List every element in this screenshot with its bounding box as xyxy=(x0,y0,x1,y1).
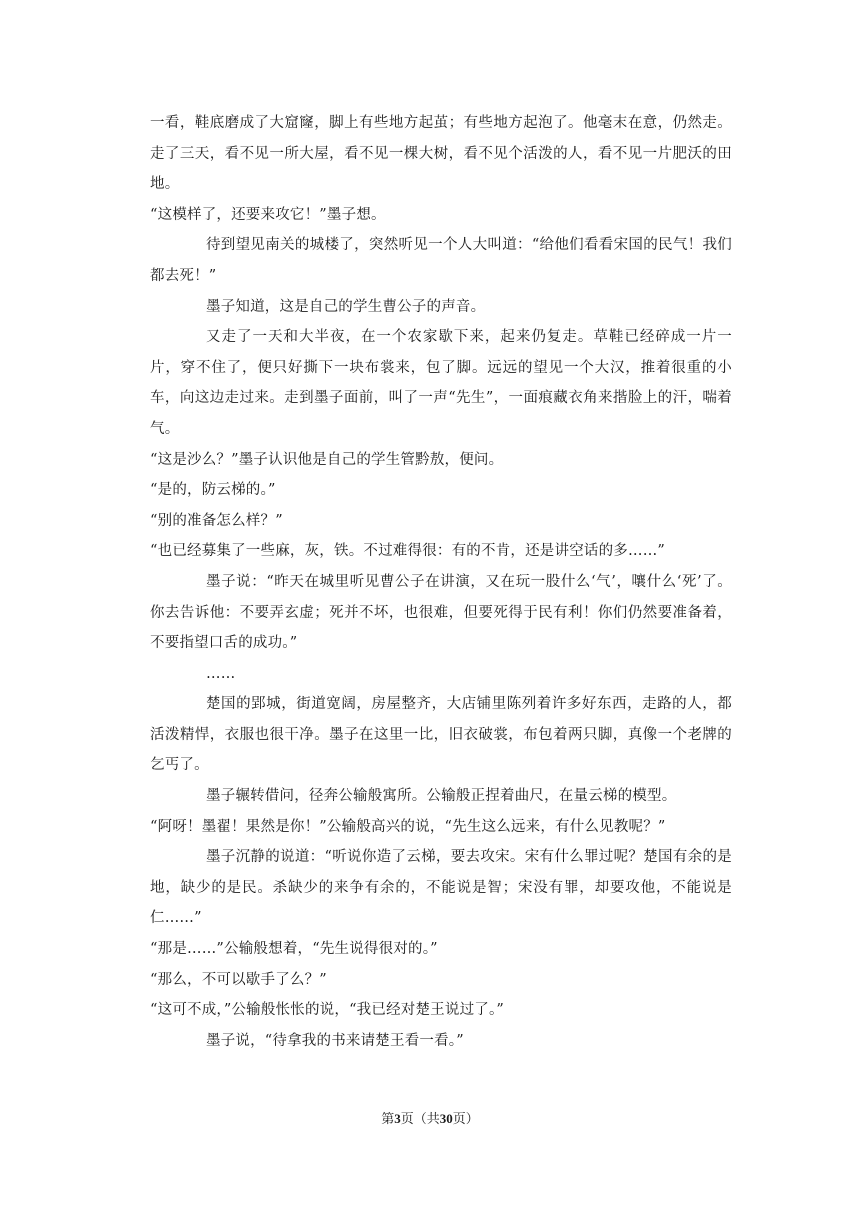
paragraph: “这可不成，”公输般怅怅的说，“我已经对楚王说过了。” xyxy=(150,1002,505,1019)
paragraph: 墨子辗转借问，径奔公输般寓所。公输般正捏着曲尺，在量云梯的模型。 xyxy=(206,788,677,805)
paragraph: “那么，不可以歇手了么？” xyxy=(150,971,327,988)
paragraph: “这模样了，还要来攻它！”墨子想。 xyxy=(150,206,386,223)
paragraph: “这是沙么？”墨子认识他是自己的学生管黔敖，便问。 xyxy=(150,451,504,468)
paragraph: 待到望见南关的城楼了，突然听见一个人大叫道：“给他们看看宋国的民气！我们都去死！” xyxy=(150,237,732,284)
body-text xyxy=(150,108,732,1056)
footer-total-pages: 30 xyxy=(439,1111,453,1126)
footer-prefix: 第 xyxy=(381,1112,395,1127)
paragraph: “阿呀！墨翟！果然是你！”公输般高兴的说，“先生这么远来，有什么见教呢？” xyxy=(150,818,666,835)
paragraph: 楚国的郢城，街道宽阔，房屋整齐，大店铺里陈列着许多好东西，走路的人，都活泼精悍，衣服也很干净。墨子在这里一比，旧衣破裳，布包着两只脚，真像一个老牌的乞丐了。 xyxy=(150,696,732,774)
footer-middle: 页（共 xyxy=(400,1112,440,1127)
footer-suffix: 页） xyxy=(452,1112,479,1127)
paragraph: 一看，鞋底磨成了大窟窿，脚上有些地方起茧；有些地方起泡了。他毫末在意，仍然走。走了三天，看不见一所大屋，看不见一棵大树，看不见个活泼的人，看不见一片肥沃的田地。 xyxy=(150,115,732,193)
paragraph: “也已经募集了一些麻，灰，铁。不过难得很：有的不肯，还是讲空话的多……” xyxy=(150,543,666,560)
paragraph: 墨子说：“昨天在城里听见曹公子在讲演，又在玩一股什么‘气’，嚷什么‘死’了。你去告诉他：不要弄玄虚；死并不坏，也很难，但要死得于民有利！你们仍然要准备着，不要指望口舌的成功。” xyxy=(150,573,732,652)
paragraph: …… xyxy=(206,665,236,682)
paragraph: 又走了一天和大半夜，在一个农家歇下来，起来仍复走。草鞋已经碎成一片一片，穿不住了，便只好撕下一块布裳来，包了脚。远远的望见一个大汉，推着很重的小车，向这边走过来。走到墨子面前，叫了一声“先生”，一面痕藏衣角来揩脸上的汗，喘着气。 xyxy=(150,329,732,437)
page-footer xyxy=(0,1110,860,1129)
paragraph: 墨子沉静的说道：“听说你造了云梯，要去攻宋。宋有什么罪过呢？楚国有余的是地，缺少的是民。杀缺少的来争有余的，不能说是智；宋没有罪，却要攻他，不能说是仁……” xyxy=(150,849,732,927)
footer-page-number: 3 xyxy=(394,1111,401,1126)
paragraph: “别的准备怎么样？” xyxy=(150,512,283,529)
paragraph: “是的，防云梯的。” xyxy=(150,482,276,499)
paragraph: “那是……”公输般想着，“先生说得很对的。” xyxy=(150,941,438,958)
paragraph: 墨子知道，这是自己的学生曹公子的声音。 xyxy=(206,298,486,315)
paragraph: 墨子说，“待拿我的书来请楚王看一看。” xyxy=(206,1032,464,1049)
